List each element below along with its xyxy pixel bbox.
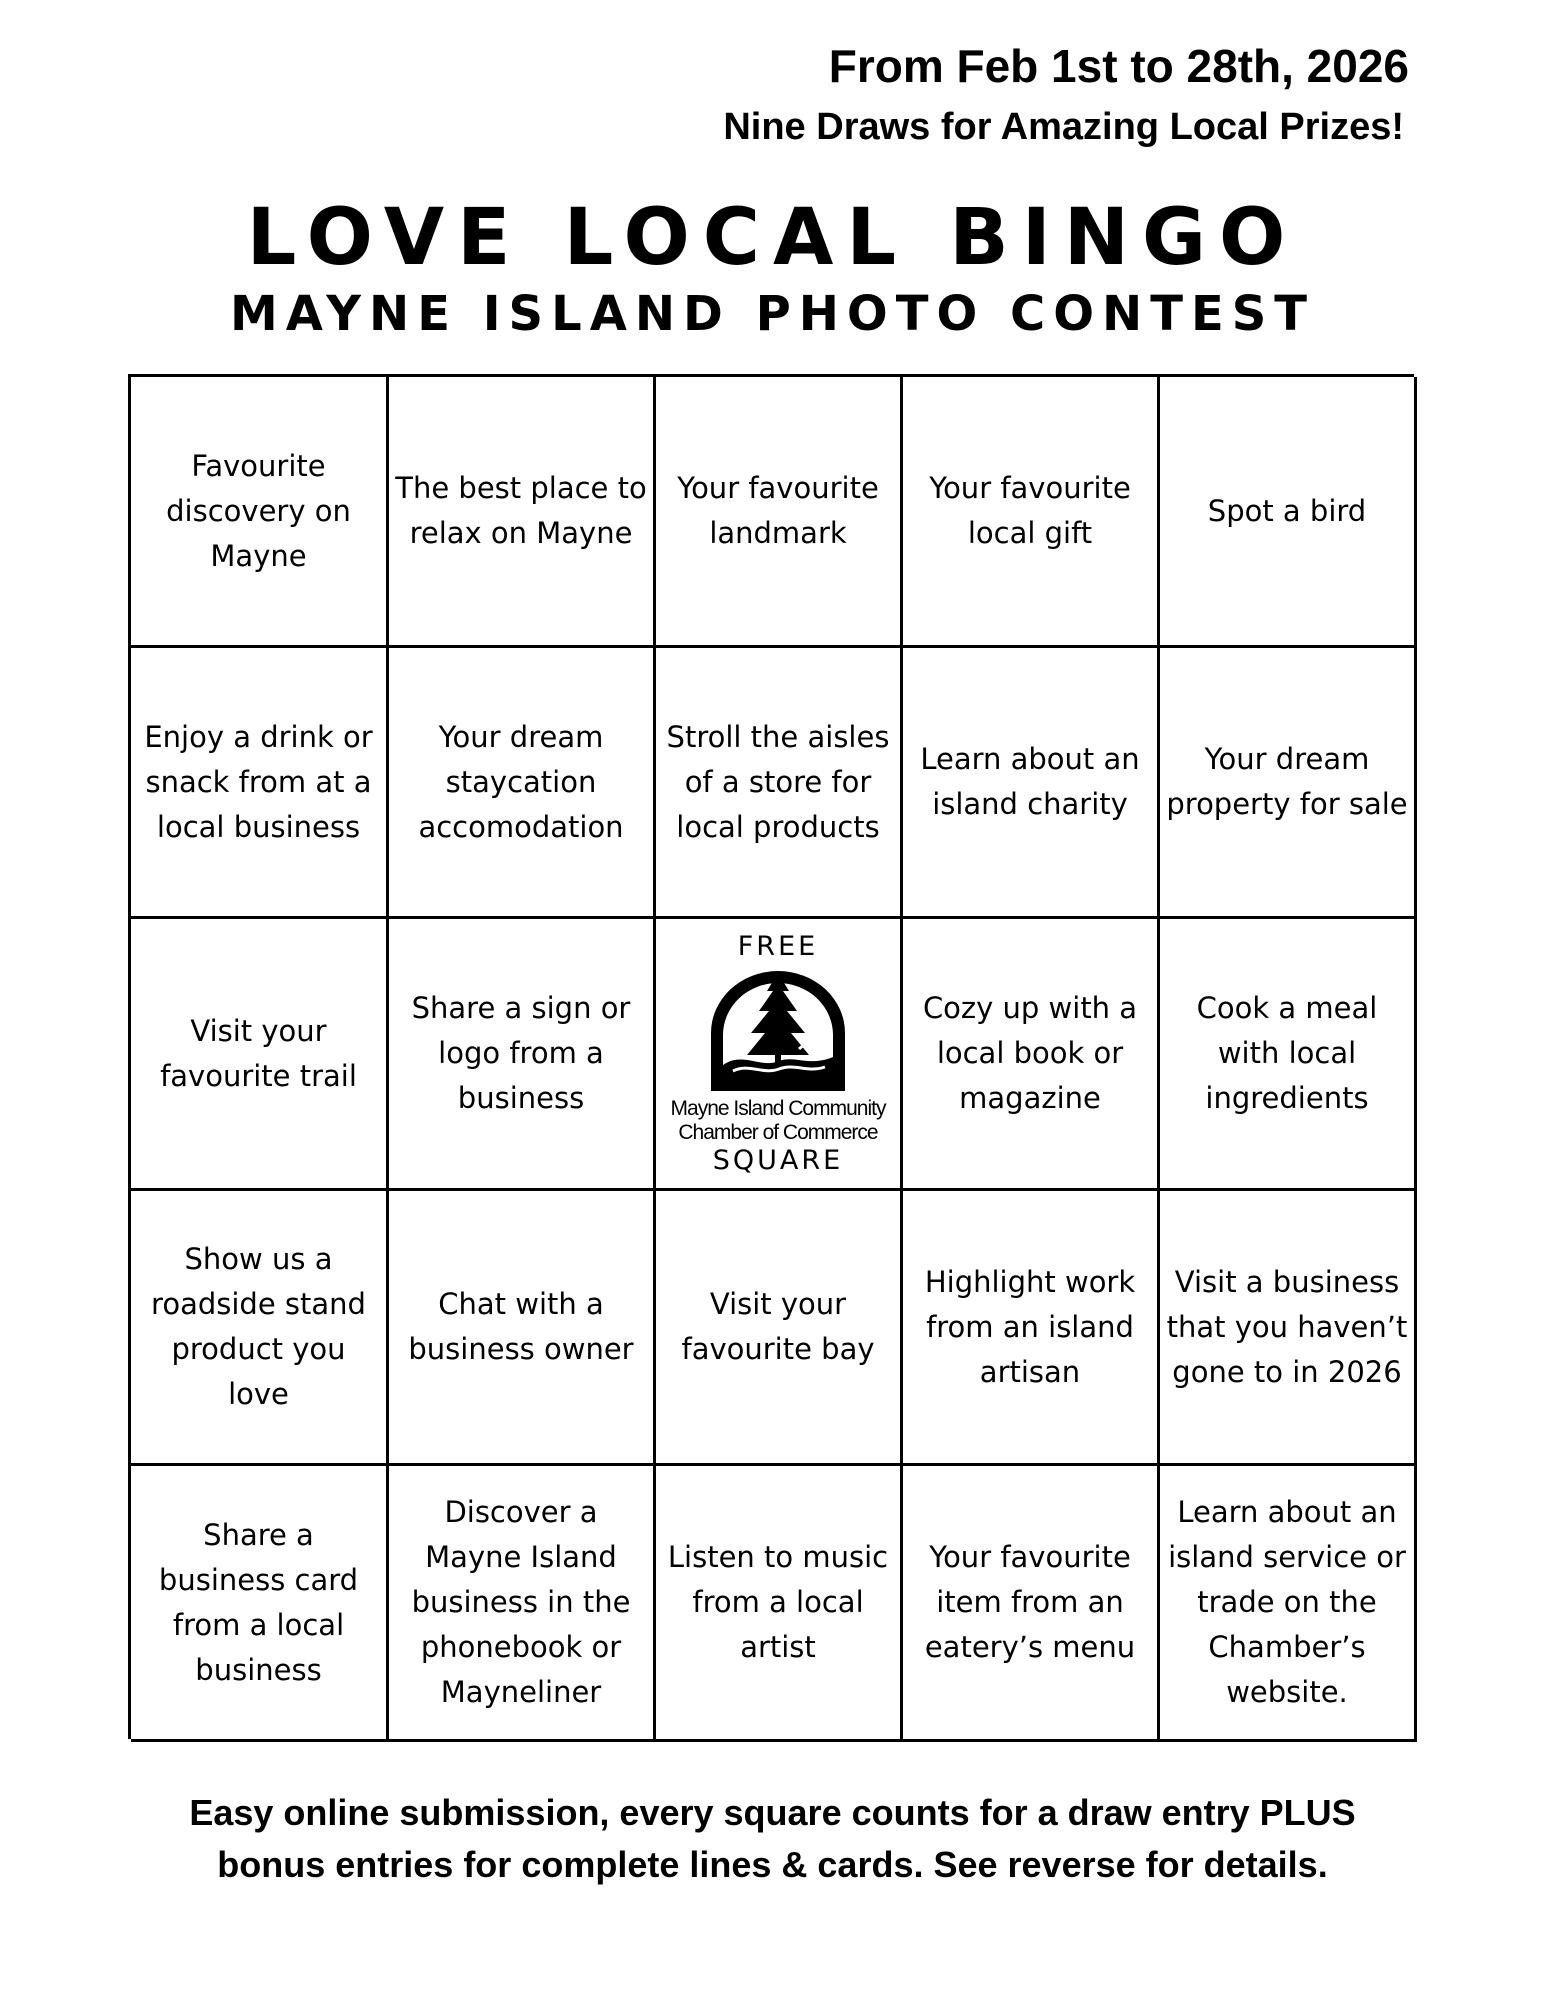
org-name-line1: Mayne Island Community [670, 1096, 886, 1120]
bingo-square [656, 377, 903, 648]
bingo-square [656, 1466, 903, 1742]
bingo-square [656, 1191, 903, 1466]
bingo-square [131, 1191, 389, 1466]
bingo-board [128, 374, 1414, 1739]
bingo-square [903, 1191, 1160, 1466]
bingo-square [1160, 648, 1417, 919]
org-name-line2: Chamber of Commerce [678, 1120, 878, 1144]
bingo-square-text: Share a sign or logo from a business [411, 991, 631, 1115]
bingo-square [131, 648, 389, 919]
bingo-square-text: Highlight work from an island artisan [924, 1264, 1136, 1389]
bingo-square-text: Cozy up with a local book or magazine [922, 991, 1138, 1115]
bingo-square [1160, 919, 1417, 1191]
bingo-square [656, 648, 903, 919]
bingo-square [903, 648, 1160, 919]
bingo-square-text: Enjoy a drink or snack from at a local business [144, 719, 373, 844]
bingo-square-text: Visit your favourite trail [160, 1013, 357, 1093]
contest-dates: From Feb 1st to 28th, 2026 [828, 40, 1409, 92]
bingo-square-text: Spot a bird [1207, 493, 1367, 528]
bingo-square [903, 1466, 1160, 1742]
free-square [656, 919, 903, 1191]
bingo-square-text: Your favourite landmark [677, 471, 879, 550]
bingo-square [389, 377, 656, 648]
page-title: LOVE LOCAL BINGO [246, 193, 1299, 283]
bingo-square-text: The best place to relax on Mayne [395, 471, 647, 550]
bingo-square [903, 377, 1160, 648]
bingo-square-text: Show us a roadside stand product you love [151, 1242, 366, 1411]
footer-line-2: bonus entries for complete lines & cards. See reverse for details. [217, 1844, 1328, 1885]
bingo-square [389, 648, 656, 919]
bingo-square-text: Discover a Mayne Island business in the phonebook or Mayneliner [411, 1495, 631, 1709]
bingo-square [131, 1466, 389, 1742]
bingo-square [389, 1466, 656, 1742]
bingo-square-text: Learn about an island charity [920, 742, 1140, 821]
tree-wave-arch-logo-icon [703, 969, 853, 1093]
bingo-square [1160, 377, 1417, 648]
bingo-square-text: Chat with a business owner [408, 1287, 634, 1366]
bingo-square [389, 1191, 656, 1466]
bingo-square-text: Share a business card from a local business [158, 1517, 359, 1687]
bingo-square [131, 377, 389, 648]
bingo-square-text: Cook a meal with local ingredients [1196, 991, 1378, 1115]
bingo-square-text: Listen to music from a local artist [667, 1540, 889, 1664]
bingo-square-text: Visit a business that you haven’t gone to in 2026 [1166, 1264, 1408, 1389]
bingo-square-text: Your dream staycation accomodation [418, 719, 624, 844]
bingo-square [903, 919, 1160, 1191]
bingo-square [1160, 1191, 1417, 1466]
page-subtitle: MAYNE ISLAND PHOTO CONTEST [229, 286, 1316, 342]
bingo-square-text: Your favourite local gift [929, 471, 1131, 550]
free-square-top-word: FREE [737, 930, 819, 962]
bingo-square-text: Your favourite item from an eatery’s menu [924, 1540, 1136, 1664]
footer-note [0, 1787, 1545, 1891]
prize-draws-note: Nine Draws for Amazing Local Prizes! [723, 106, 1404, 148]
bingo-square [389, 919, 656, 1191]
bingo-square-text: Visit your favourite bay [681, 1287, 875, 1366]
free-square-bottom-word: SQUARE [712, 1144, 844, 1176]
bingo-square-text: Your dream property for sale [1166, 742, 1408, 821]
footer-line-1: Easy online submission, every square counts for a draw entry PLUS [189, 1792, 1356, 1833]
bingo-square-text: Stroll the aisles of a store for local products [666, 719, 890, 844]
bingo-square [131, 919, 389, 1191]
bingo-square-text: Learn about an island service or trade on the Chamber’s website. [1168, 1495, 1406, 1709]
bingo-square-text: Favourite discovery on Mayne [166, 448, 351, 573]
bingo-square [1160, 1466, 1417, 1742]
